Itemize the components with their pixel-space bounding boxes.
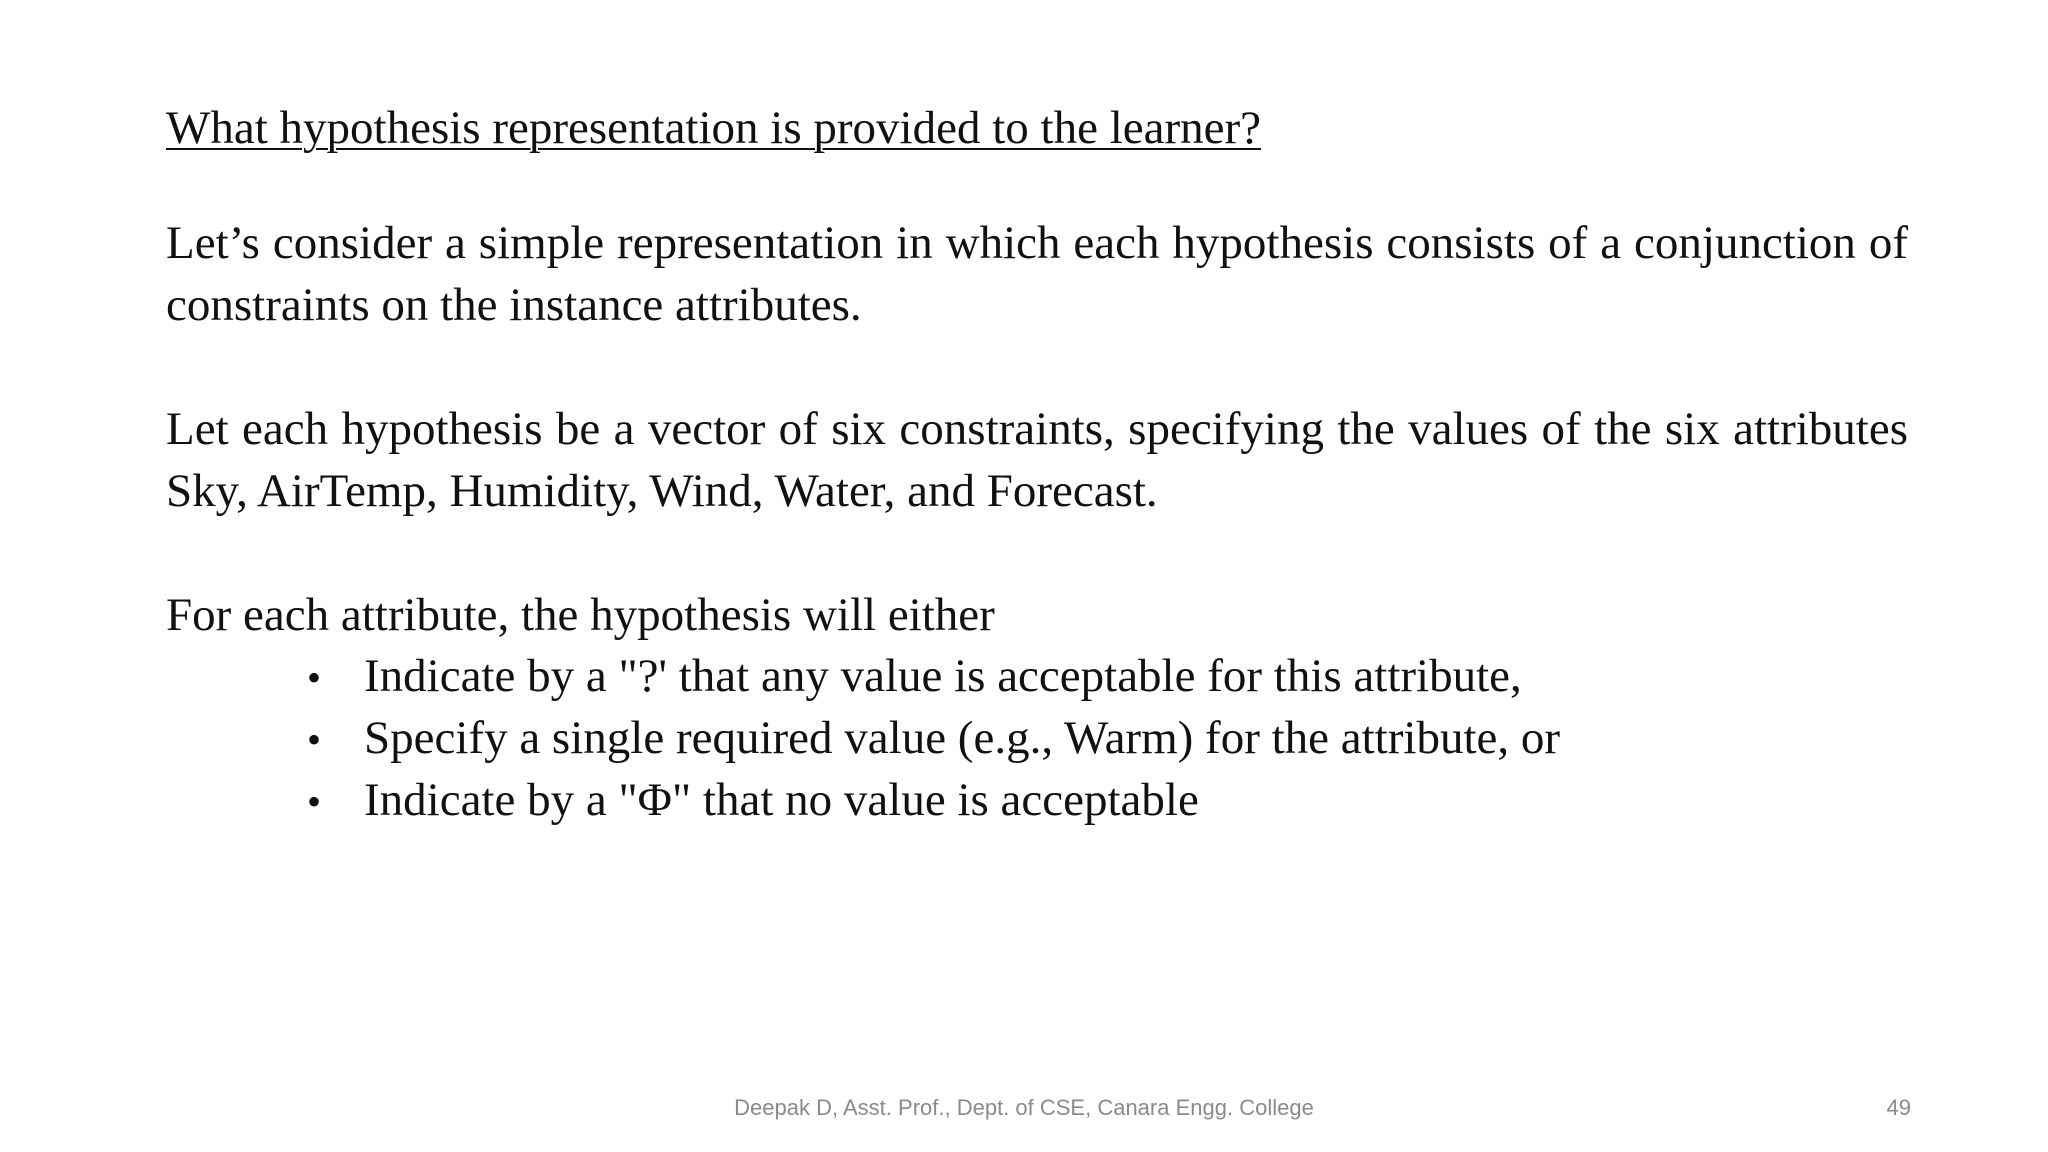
bullet-list: [166, 646, 1908, 832]
bullet-icon: •: [307, 779, 322, 824]
slide-content: [166, 96, 1908, 832]
bullet-text: Specify a single required value (e.g., Warm) for the attribute, or: [364, 712, 1561, 764]
bullet-text: Indicate by a "?' that any value is acceptable for this attribute,: [364, 650, 1522, 702]
paragraph-vector: Let each hypothesis be a vector of six constraints, specifying the values of the six attributes Sky, AirTemp, Humidity, Wind, Water, and Forecast.: [166, 403, 1908, 517]
slide-heading: What hypothesis representation is provided to the learner?: [166, 102, 1261, 154]
page-number: 49: [1886, 1095, 1911, 1120]
bullet-icon: •: [307, 717, 322, 762]
paragraph-representation: Let’s consider a simple representation in which each hypothesis consists of a conjunction of constraints on the instance attributes.: [166, 217, 1908, 331]
list-item: [307, 770, 1908, 832]
bullet-icon: •: [307, 655, 322, 700]
list-item: [307, 646, 1908, 708]
bullet-text: Indicate by a "Φ" that no value is acceptable: [364, 774, 1199, 826]
footer-text: Deepak D, Asst. Prof., Dept. of CSE, Canara Engg. College: [734, 1095, 1314, 1120]
list-item: [307, 708, 1908, 770]
paragraph-intro: For each attribute, the hypothesis will either: [166, 589, 995, 641]
